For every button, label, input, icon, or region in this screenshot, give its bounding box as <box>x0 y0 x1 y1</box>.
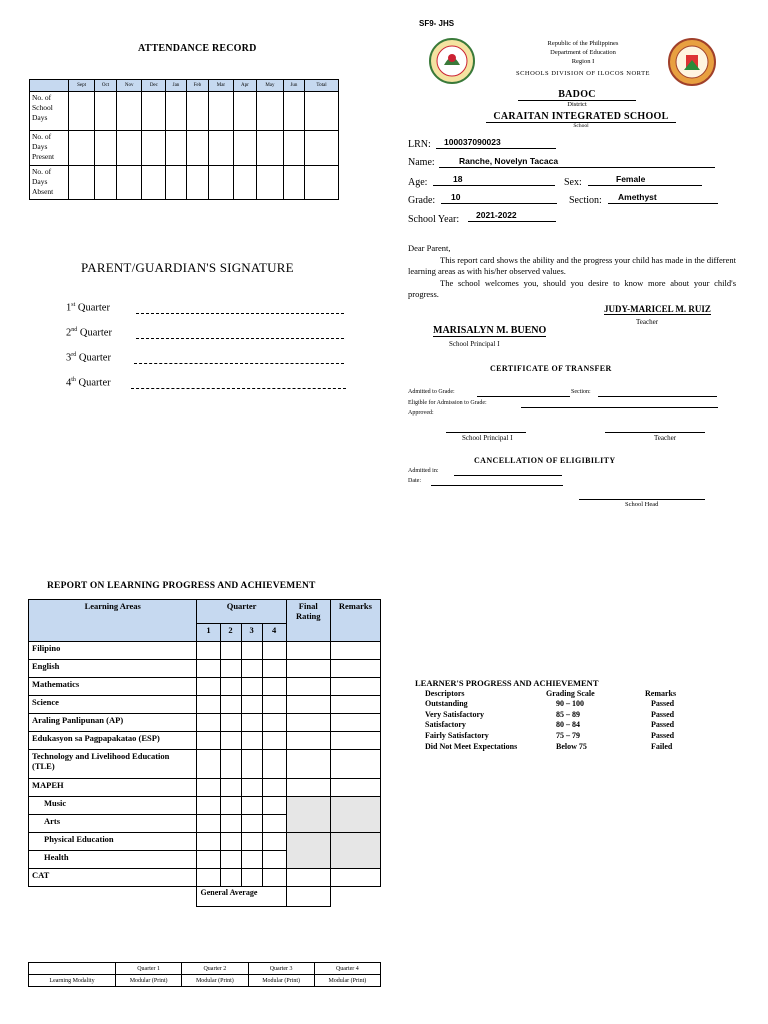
col-learning-areas: Learning Areas <box>29 600 197 642</box>
admitted-in-line[interactable] <box>454 475 562 476</box>
report-title: REPORT ON LEARNING PROGRESS AND ACHIEVEMENT <box>47 581 316 591</box>
parent-letter <box>408 243 736 301</box>
age-field[interactable]: 18 <box>433 174 555 186</box>
modality-value: Modular (Print) <box>314 975 380 987</box>
modality-quarter-header: Quarter 3 <box>248 963 314 975</box>
admitted-to-grade-label: Admitted to Grade: <box>408 389 455 395</box>
attendance-month: Feb <box>186 80 208 92</box>
attendance-row-label: No. of School Days <box>30 92 69 131</box>
letter-salutation: Dear Parent, <box>408 243 451 253</box>
school-label: School <box>573 123 589 129</box>
principal-label: School Principal I <box>449 340 500 348</box>
section-transfer-label: Section: <box>571 389 591 395</box>
attendance-total: Total <box>305 80 339 92</box>
region-line: Region I <box>571 58 595 65</box>
descriptor-cell: 85 – 89 <box>556 709 580 719</box>
quarter-signature-row: 1st Quarter <box>66 302 110 314</box>
letter-paragraph: The school welcomes you, should you desire to know more about your child's progress. <box>408 277 736 299</box>
modality-quarter-header: Quarter 4 <box>314 963 380 975</box>
lrn-label: LRN: <box>408 139 431 150</box>
quarter-number: 2 <box>220 624 241 642</box>
attendance-month: Jan <box>166 80 186 92</box>
descriptor-cell: 80 – 84 <box>556 720 580 730</box>
quarter-number: 4 <box>262 624 286 642</box>
descriptor-cell: Failed <box>651 741 673 751</box>
sex-label: Sex: <box>564 177 582 188</box>
eligible-label: Eligible for Admission to Grade: <box>408 400 487 406</box>
modality-value: Modular (Print) <box>116 975 182 987</box>
quarter-signature-row: 3rd Quarter <box>66 352 111 364</box>
signature-line[interactable] <box>131 388 346 389</box>
quarter-number: 3 <box>241 624 262 642</box>
mapeh-component: Physical Education <box>29 833 197 851</box>
attendance-month: Mar <box>209 80 234 92</box>
modality-value: Modular (Print) <box>182 975 248 987</box>
lrn-field[interactable]: 100037090023 <box>436 137 556 149</box>
letter-paragraph: This report card shows the ability and the progress your child has made in the different learning areas as with his/her observed values. <box>408 254 736 276</box>
signature-line[interactable] <box>136 338 344 339</box>
attendance-row-label: No. of Days Absent <box>30 166 69 200</box>
grade-field[interactable]: 10 <box>441 192 557 204</box>
signature-line[interactable] <box>134 363 344 364</box>
subject-name: Araling Panlipunan (AP) <box>29 714 197 732</box>
attendance-month: Jun <box>283 80 304 92</box>
descriptor-cell: Fairly Satisfactory <box>425 730 489 740</box>
teacher-label: Teacher <box>636 318 659 326</box>
col-remarks: Remarks <box>330 600 380 642</box>
general-average-value[interactable] <box>286 887 330 907</box>
admitted-grade-line[interactable] <box>477 396 570 397</box>
mapeh-component: Music <box>29 797 197 815</box>
school-year-label: School Year: <box>408 214 460 225</box>
quarter-signature-row: 4th Quarter <box>66 377 111 389</box>
descriptor-cell: Outstanding <box>425 699 468 709</box>
descriptor-cell: Satisfactory <box>425 720 466 730</box>
col-quarter: Quarter <box>197 600 286 624</box>
approved-label: Approved: <box>408 410 434 416</box>
descriptor-header: Grading Scale <box>546 688 595 698</box>
descriptor-cell: Passed <box>651 720 675 730</box>
descriptor-cell: Below 75 <box>556 741 587 751</box>
division-line: SCHOOLS DIVISION OF ILOCOS NORTE <box>515 70 651 77</box>
cancellation-title: CANCELLATION OF ELIGIBILITY <box>474 456 616 465</box>
attendance-header-blank <box>30 80 69 92</box>
mapeh-component: Health <box>29 851 197 869</box>
school-head-signature-line[interactable] <box>579 499 705 500</box>
descriptor-cell: Passed <box>651 730 675 740</box>
name-label: Name: <box>408 157 435 168</box>
modality-quarter-header: Quarter 2 <box>182 963 248 975</box>
attendance-month: May <box>257 80 284 92</box>
attendance-month: Dec <box>142 80 166 92</box>
date-line[interactable] <box>431 485 563 486</box>
department-line: Department of Education <box>550 49 616 56</box>
subject-name: Science <box>29 696 197 714</box>
descriptor-cell: Passed <box>651 699 675 709</box>
eligible-line[interactable] <box>521 407 718 408</box>
attendance-row-label: No. of Days Present <box>30 131 69 166</box>
school-year-field[interactable]: 2021-2022 <box>468 210 556 222</box>
signature-line[interactable] <box>136 313 344 314</box>
modality-row-label: Learning Modality <box>29 975 116 987</box>
subject-name: Technology and Livelihood Education (TLE) <box>29 750 197 779</box>
descriptor-cell: 90 – 100 <box>556 699 584 709</box>
transfer-teacher-label: Teacher <box>654 434 677 442</box>
principal-signature-line[interactable] <box>446 432 526 433</box>
form-code: SF9- JHS <box>419 19 455 28</box>
division-seal-icon <box>668 38 716 86</box>
district-label: District <box>567 101 587 108</box>
teacher-name: JUDY-MARICEL M. RUIZ <box>604 304 711 314</box>
attendance-month: Nov <box>116 80 141 92</box>
descriptor-cell: Did Not Meet Expectations <box>425 741 518 751</box>
admitted-in-label: Admitted in: <box>408 468 439 474</box>
general-average-label: General Average <box>197 887 286 907</box>
section-field[interactable]: Amethyst <box>608 192 718 204</box>
subject-name: CAT <box>29 869 197 887</box>
subject-name: MAPEH <box>29 779 197 797</box>
district-value: BADOC <box>518 89 636 101</box>
quarter-number: 1 <box>197 624 220 642</box>
school-value: CARAITAN INTEGRATED SCHOOL <box>486 111 676 123</box>
subject-name: Filipino <box>29 642 197 660</box>
sex-field[interactable]: Female <box>588 174 702 186</box>
attendance-title: ATTENDANCE RECORD <box>138 43 257 54</box>
descriptor-cell: Very Satisfactory <box>425 709 485 719</box>
attendance-month: Sept <box>69 80 95 92</box>
descriptor-cell: 75 – 79 <box>556 730 580 740</box>
date-label: Date: <box>408 478 421 484</box>
section-label: Section: <box>569 195 602 206</box>
subject-name: English <box>29 660 197 678</box>
age-label: Age: <box>408 177 428 188</box>
modality-value: Modular (Print) <box>248 975 314 987</box>
parent-signature-title: PARENT/GUARDIAN'S SIGNATURE <box>81 260 294 275</box>
mapeh-component: Arts <box>29 815 197 833</box>
modality-quarter-header: Quarter 1 <box>116 963 182 975</box>
descriptors-title: LEARNER'S PROGRESS AND ACHIEVEMENT <box>415 678 599 688</box>
subject-name: Edukasyon sa Pagpapakatao (ESP) <box>29 732 197 750</box>
name-field[interactable]: Ranche, Novelyn Tacaca <box>439 156 715 168</box>
grade-label: Grade: <box>408 195 436 206</box>
transfer-principal-label: School Principal I <box>462 434 513 442</box>
descriptor-header: Descriptors <box>425 688 465 698</box>
section-transfer-line[interactable] <box>598 396 717 397</box>
subject-name: Mathematics <box>29 678 197 696</box>
school-head-label: School Head <box>625 501 659 508</box>
attendance-table <box>29 79 339 200</box>
grades-table <box>28 599 381 907</box>
learning-modality-table <box>28 962 381 987</box>
descriptor-header: Remarks <box>645 688 677 698</box>
republic-line: Republic of the Philippines <box>547 40 619 47</box>
certificate-title: CERTIFICATE OF TRANSFER <box>490 364 612 373</box>
principal-name: MARISALYN M. BUENO <box>433 325 547 336</box>
quarter-signature-row: 2nd Quarter <box>66 327 112 339</box>
attendance-month: Oct <box>95 80 117 92</box>
descriptor-cell: Passed <box>651 709 675 719</box>
attendance-month: Apr <box>233 80 256 92</box>
deped-seal-icon <box>429 38 475 84</box>
col-final-rating: Final Rating <box>286 600 330 642</box>
teacher-signature-line[interactable] <box>605 432 705 433</box>
